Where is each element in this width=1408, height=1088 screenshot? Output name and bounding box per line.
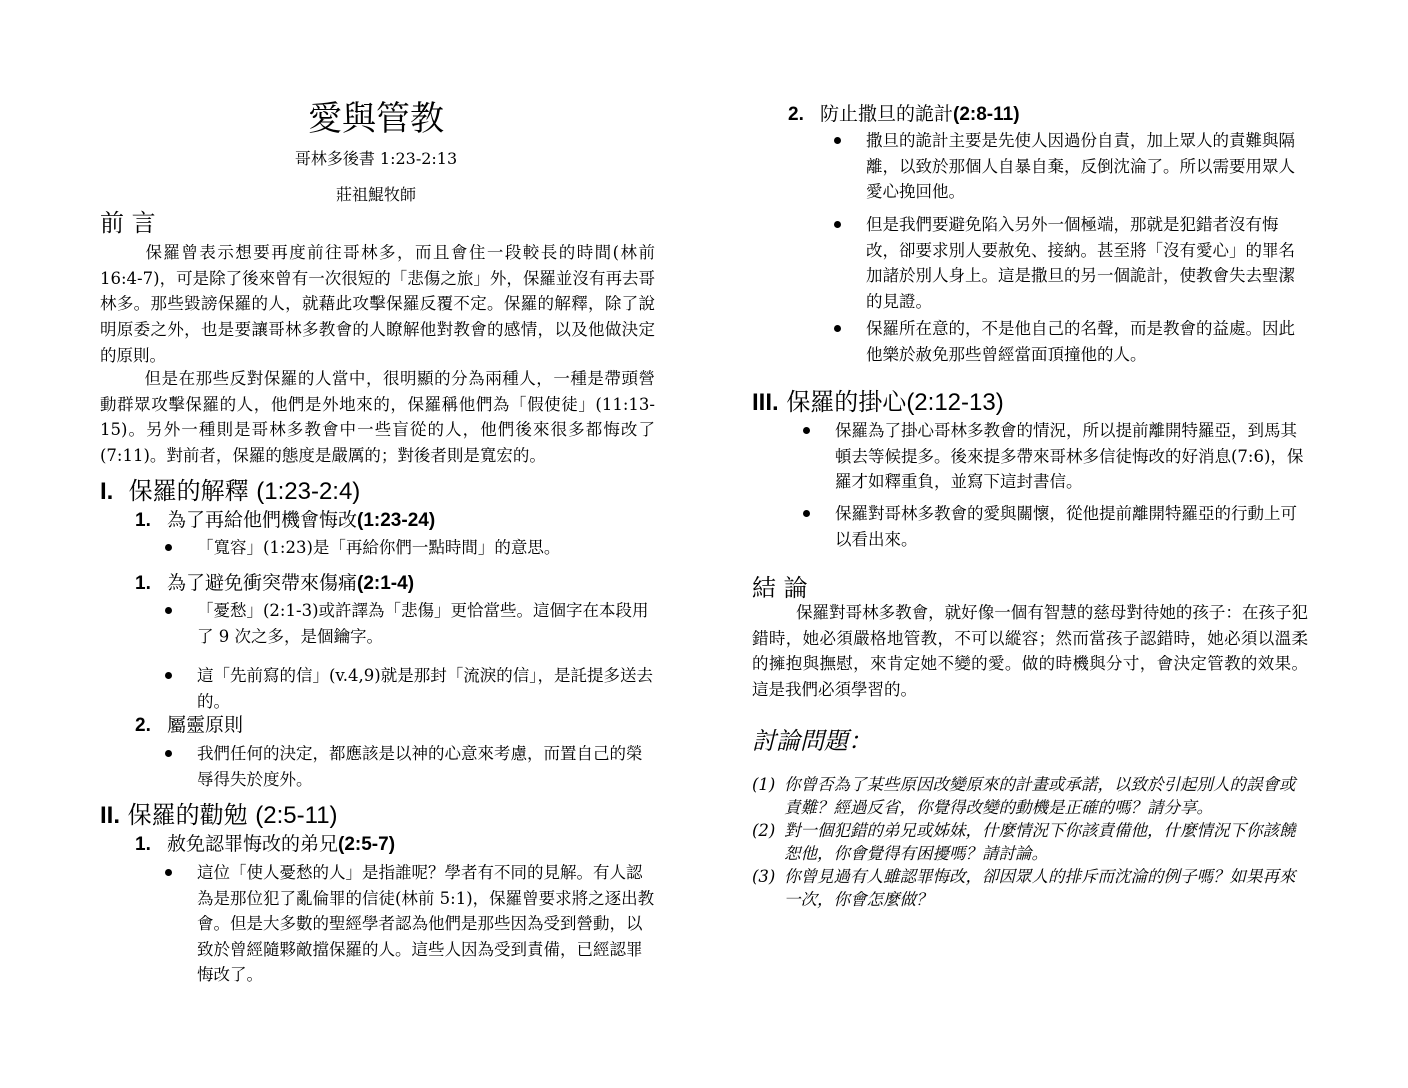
question-text: 你曾見過有人雖認罪悔改，卻因眾人的排斥而沈淪的例子嗎？如果再來一次，你會怎麼做？ [784,867,1296,909]
conclusion-paragraph [752,600,1308,703]
bullet-item [834,212,1308,314]
bullet-icon [165,750,172,757]
section-1-sub-1-ref: (1:23-24) [357,510,436,531]
section-1-sub-1-title: 為了再給他們機會悔改 [167,509,358,531]
conclusion-paragraph-text: 保羅對哥林多教會，就好像一個有智慧的慈母對待她的孩子：在孩子犯錯時，她必須嚴格地管教，不可以縱容；然而當孩子認錯時，她必須以溫柔的擁抱與撫慰，來肯定她不變的愛。做的時機與分寸，會決定管教的效果。這是我們必須學習的。 [752,603,1308,700]
question-number: (2) [752,821,776,840]
bullet-icon [165,544,172,551]
section-2-sub-1-heading [135,832,395,857]
section-1-sub-2-num: 1. [135,573,151,594]
section-1-sub-2-ref: (2:1-4) [357,573,415,594]
section-3-numeral: III. [752,389,779,416]
bullet-text: 這位「使人憂愁的人」是指誰呢？學者有不同的見解。有人認為是那位犯了亂倫罪的信徒(林前 5:1)，保羅曾要求將之逐出教會。但是大多數的聖經學者認為他們是那些因為受到營動，以致於曾經隨夥敵擋保羅的人。這些人因為受到責備，已經認罪悔改了。 [197,863,655,984]
section-1-sub-1-num: 1. [135,510,151,531]
bullet-item [165,860,655,988]
bullet-text: 保羅對哥林多教會的愛與關懷，從他提前離開特羅亞的行動上可以看出來。 [835,504,1297,549]
intro-paragraph-1-text: 保羅曾表示想要再度前往哥林多，而且會住一段較長的時間(林前16:4-7)，可是除了後來曾有一次很短的「悲傷之旅」外，保羅並沒有再去哥林多。那些毀謗保羅的人，就藉此攻擊保羅反覆不定。保羅的解釋，除了說明原委之外，也是要讓哥林多教會的人瞭解他對教會的感情，以及他做決定的原則。 [100,243,655,365]
bullet-icon [165,607,172,614]
discussion-question [752,819,1308,865]
bullet-text: 保羅所在意的，不是他自己的名聲，而是教會的益處。因此他樂於赦免那些曾經當面頂撞他的人。 [866,319,1295,364]
discussion-question [752,865,1308,911]
bullet-item [165,535,655,561]
bullet-text: 但是我們要避免陷入另外一個極端，那就是犯錯者沒有悔改，卻要求別人要赦免、接納。甚至將「沒有愛心」的罪名加諸於別人身上。這是撒旦的另一個詭計，使教會失去聖潔的見證。 [866,215,1295,311]
author-name: 莊祖鯤牧師 [335,185,416,204]
intro-paragraph-2 [100,366,655,469]
bullet-icon [803,427,810,434]
intro-paragraph-1 [100,240,655,369]
section-2-sub-2-heading [788,102,1020,127]
bullet-text: 撒旦的詭計主要是先使人因過份自責，加上眾人的責難與隔離，以致於那個人自暴自棄，反倒沈淪了。所以需要用眾人愛心挽回他。 [866,131,1295,201]
intro-heading: 前 言 [100,209,156,237]
bullet-text: 保羅為了掛心哥林多教會的情況，所以提前離開特羅亞，到馬其頓去等候提多。後來提多帶來哥林多信徒悔改的好消息(7:6)，保羅才如釋重負，並寫下這封書信。 [835,421,1304,491]
question-number: (1) [752,775,776,794]
bullet-item [165,741,655,792]
discussion-heading: 討論問題： [752,727,872,755]
section-1-sub-3-num: 2. [135,715,151,736]
question-text: 你曾否為了某些原因改變原來的計畫或承諾，以致於引起別人的誤會或責難？經過反省，你覺得改變的動機是正確的嗎？請分享。 [784,775,1296,817]
section-2-sub-2-title: 防止撒旦的詭計 [820,103,954,125]
section-3-ref: (2:12-13) [906,389,1004,416]
question-text: 對一個犯錯的弟兄或姊妹，什麼情況下你該責備他，什麼情況下你該饒恕他，你會覺得有困擾嗎？請討論。 [784,821,1296,863]
bullet-text: 「憂愁」(2:1-3)或許譯為「悲傷」更恰當些。這個字在本段用了 9 次之多，是個鑰字。 [197,601,649,646]
bullet-icon [803,510,810,517]
section-1-ref: (1:23-2:4) [256,478,361,505]
section-2-numeral: II. [100,802,121,829]
bullet-item [834,128,1308,205]
section-1-heading [100,476,360,507]
section-2-sub-2-ref: (2:8-11) [953,104,1020,125]
bullet-item [165,598,655,649]
conclusion-heading: 結 論 [752,574,808,602]
bullet-item [803,501,1308,552]
section-2-title: 保羅的勸勉 [127,801,248,829]
bullet-icon [165,869,172,876]
section-3-heading [752,387,1004,418]
bullet-item [165,663,655,714]
section-1-sub-1-heading [135,508,435,533]
bullet-icon [834,221,841,228]
scripture-reference: 哥林多後書 1:23-2:13 [294,149,458,168]
section-1-title: 保羅的解釋 [128,477,249,505]
section-1-sub-3-title: 屬靈原則 [167,714,244,736]
bullet-text: 「寬容」(1:23)是「再給你們一點時間」的意思。 [197,538,561,557]
discussion-question [752,773,1308,819]
section-2-heading [100,800,338,831]
section-2-sub-2-num: 2. [788,104,804,125]
intro-paragraph-2-text: 但是在那些反對保羅的人當中，很明顯的分為兩種人，一種是帶頭營動群眾攻擊保羅的人，他們是外地來的，保羅稱他們為「假使徒」(11:13-15)。另外一種則是哥林多教會中一些盲從的人，他們後來很多都悔改了(7:11)。對前者，保羅的態度是嚴厲的；對後者則是寬宏的。 [100,369,655,466]
section-3-title: 保羅的掛心 [786,388,907,416]
bullet-icon [165,672,172,679]
bullet-item [803,418,1308,495]
document-title: 愛與管教 [308,99,444,139]
section-2-ref: (2:5-11) [255,802,338,829]
bullet-item [834,316,1308,367]
bullet-text: 這「先前寫的信」(v.4,9)就是那封「流淚的信」，是託提多送去的。 [197,666,653,711]
section-2-sub-1-ref: (2:5-7) [338,834,396,855]
bullet-text: 我們任何的決定，都應該是以神的心意來考慮，而置自己的榮辱得失於度外。 [197,744,643,789]
bullet-icon [834,137,841,144]
section-1-numeral: I. [100,478,114,505]
section-1-sub-2-heading [135,571,414,596]
question-number: (3) [752,867,776,886]
section-2-sub-1-title: 赦免認罪悔改的弟兄 [167,833,339,855]
section-1-sub-3-heading [135,713,243,738]
section-2-sub-1-num: 1. [135,834,151,855]
bullet-icon [834,325,841,332]
section-1-sub-2-title: 為了避免衝突帶來傷痛 [167,572,358,594]
